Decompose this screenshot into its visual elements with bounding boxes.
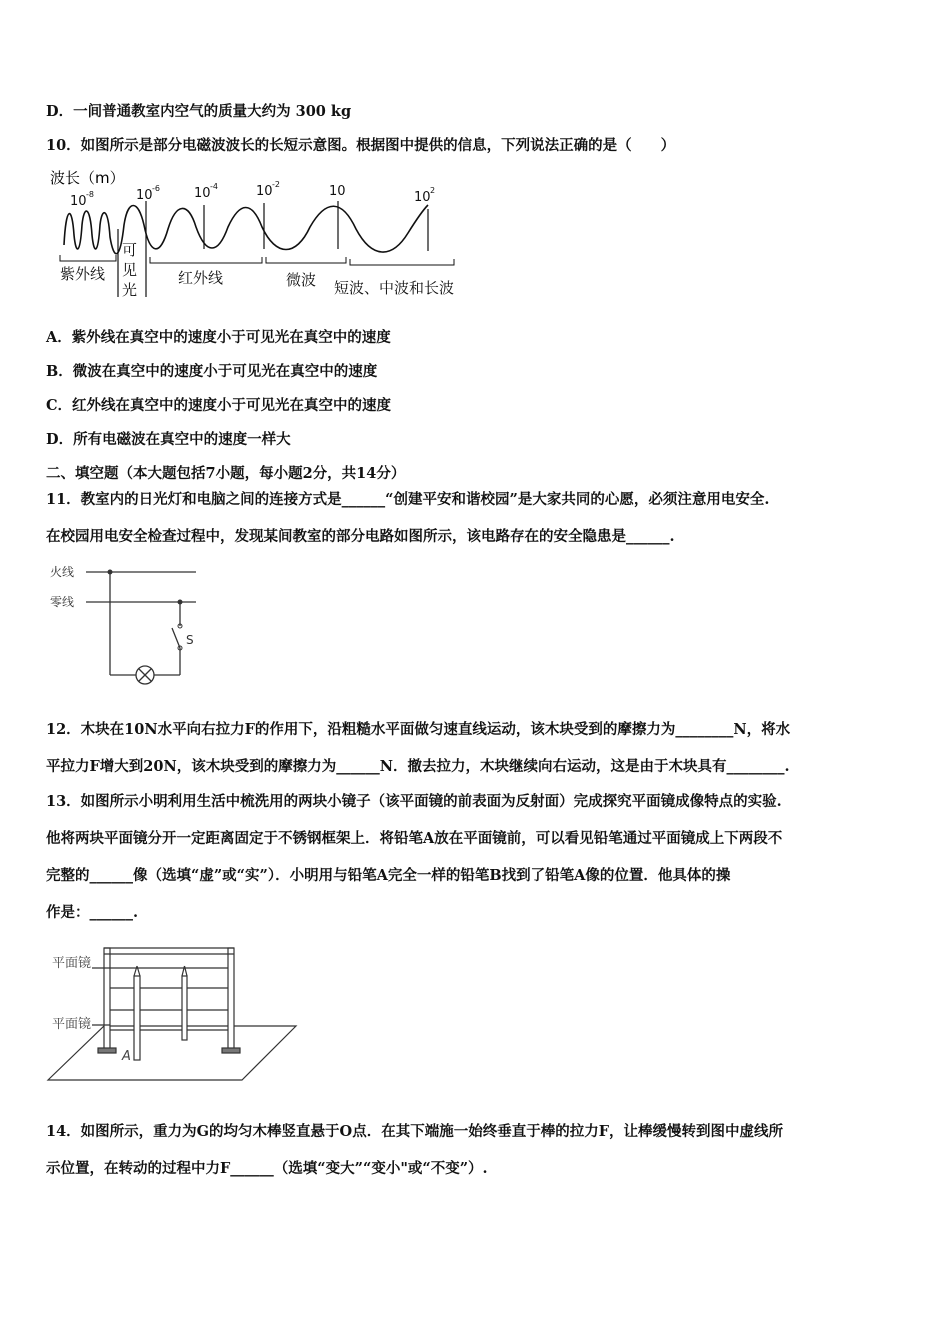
band-microwave: 微波 — [286, 271, 317, 289]
tick-exponent: -4 — [210, 182, 218, 191]
q12-line2: 平拉力F增大到20N，该木块受到的摩擦力为______N．撤去拉力，木块继续向右运动，这是由于木块具有________. — [46, 758, 790, 775]
q11-line2: 在校园用电安全检查过程中，发现某间教室的部分电路如图所示，该电路存在的安全隐患是______. — [46, 528, 675, 545]
tick-exponent: -6 — [152, 184, 160, 193]
neutral-wire-label: 零线 — [50, 595, 75, 609]
em-spectrum-figure — [46, 165, 476, 305]
mirror-bottom-label: 平面镜 — [52, 1017, 92, 1032]
wavelength-axis-label: 波长（m） — [50, 169, 125, 187]
q13-line3: 完整的______像（选填“虚”或“实”）．小明用与铅笔A完全一样的铅笔B找到了铅笔A像的位置．他具体的操 — [46, 867, 731, 884]
q9-option-d: D．一间普通教室内空气的质量大约为 300 kg — [46, 103, 352, 120]
q12-line1: 12．木块在10N水平向右拉力F的作用下，沿粗糙水平面做匀速直线运动，该木块受到的摩擦力为________N，将水 — [46, 721, 791, 738]
tick-exponent: 2 — [430, 186, 436, 195]
q14-line1: 14．如图所示，重力为G的均匀木棒竖直悬于O点．在其下端施一始终垂直于棒的拉力F，让棒缓慢转到图中虚线所 — [46, 1123, 783, 1140]
pencil-a-label: A — [122, 1049, 131, 1064]
tick-exponent: -8 — [86, 190, 94, 199]
band-infrared: 红外线 — [178, 269, 224, 287]
mirror-top-label: 平面镜 — [52, 956, 92, 971]
section-heading: 二、填空题（本大题包括7小题，每小题2分，共14分） — [46, 465, 406, 482]
band-visible: 见 — [122, 261, 138, 279]
band-ultraviolet: 紫外线 — [60, 265, 106, 283]
tick-label: 10 — [329, 184, 346, 199]
q10-stem: 10．如图所示是部分电磁波波长的长短示意图。根据图中提供的信息，下列说法正确的是（ ） — [46, 137, 676, 154]
q13-line1: 13．如图所示小明利用生活中梳洗用的两块小镜子（该平面镜的前表面为反射面）完成探究平面镜成像特点的实验. — [46, 793, 782, 810]
tick-label: 10 — [70, 194, 87, 209]
band-radio: 短波、中波和长波 — [334, 279, 455, 297]
q10-option-b: B．微波在真空中的速度小于可见光在真空中的速度 — [46, 363, 378, 380]
live-wire-label: 火线 — [50, 565, 75, 579]
q10-option-c: C．红外线在真空中的速度小于可见光在真空中的速度 — [46, 397, 392, 414]
mirror-experiment-figure — [46, 940, 306, 1085]
q14-line2: 示位置，在转动的过程中力F______（选填“变大”“变小"或“不变”）. — [46, 1160, 488, 1177]
q13-line4: 作是：______. — [46, 904, 139, 921]
q11-line1: 11．教室内的日光灯和电脑之间的连接方式是______“创建平安和谐校园”是大家共同的心愿，必须注意用电安全. — [46, 491, 770, 508]
tick-label: 10 — [414, 190, 431, 205]
q10-option-d: D．所有电磁波在真空中的速度一样大 — [46, 431, 291, 448]
band-visible: 可 — [122, 241, 138, 259]
circuit-figure — [46, 560, 206, 685]
q10-option-a: A．紫外线在真空中的速度小于可见光在真空中的速度 — [46, 329, 391, 346]
tick-label: 10 — [136, 188, 153, 203]
tick-label: 10 — [256, 184, 273, 199]
band-visible: 光 — [122, 281, 138, 299]
tick-label: 10 — [194, 186, 211, 201]
q13-line2: 他将两块平面镜分开一定距离固定于不锈钢框架上．将铅笔A放在平面镜前，可以看见铅笔通过平面镜成上下两段不 — [46, 830, 783, 847]
switch-label: S — [186, 633, 194, 647]
tick-exponent: -2 — [272, 180, 280, 189]
